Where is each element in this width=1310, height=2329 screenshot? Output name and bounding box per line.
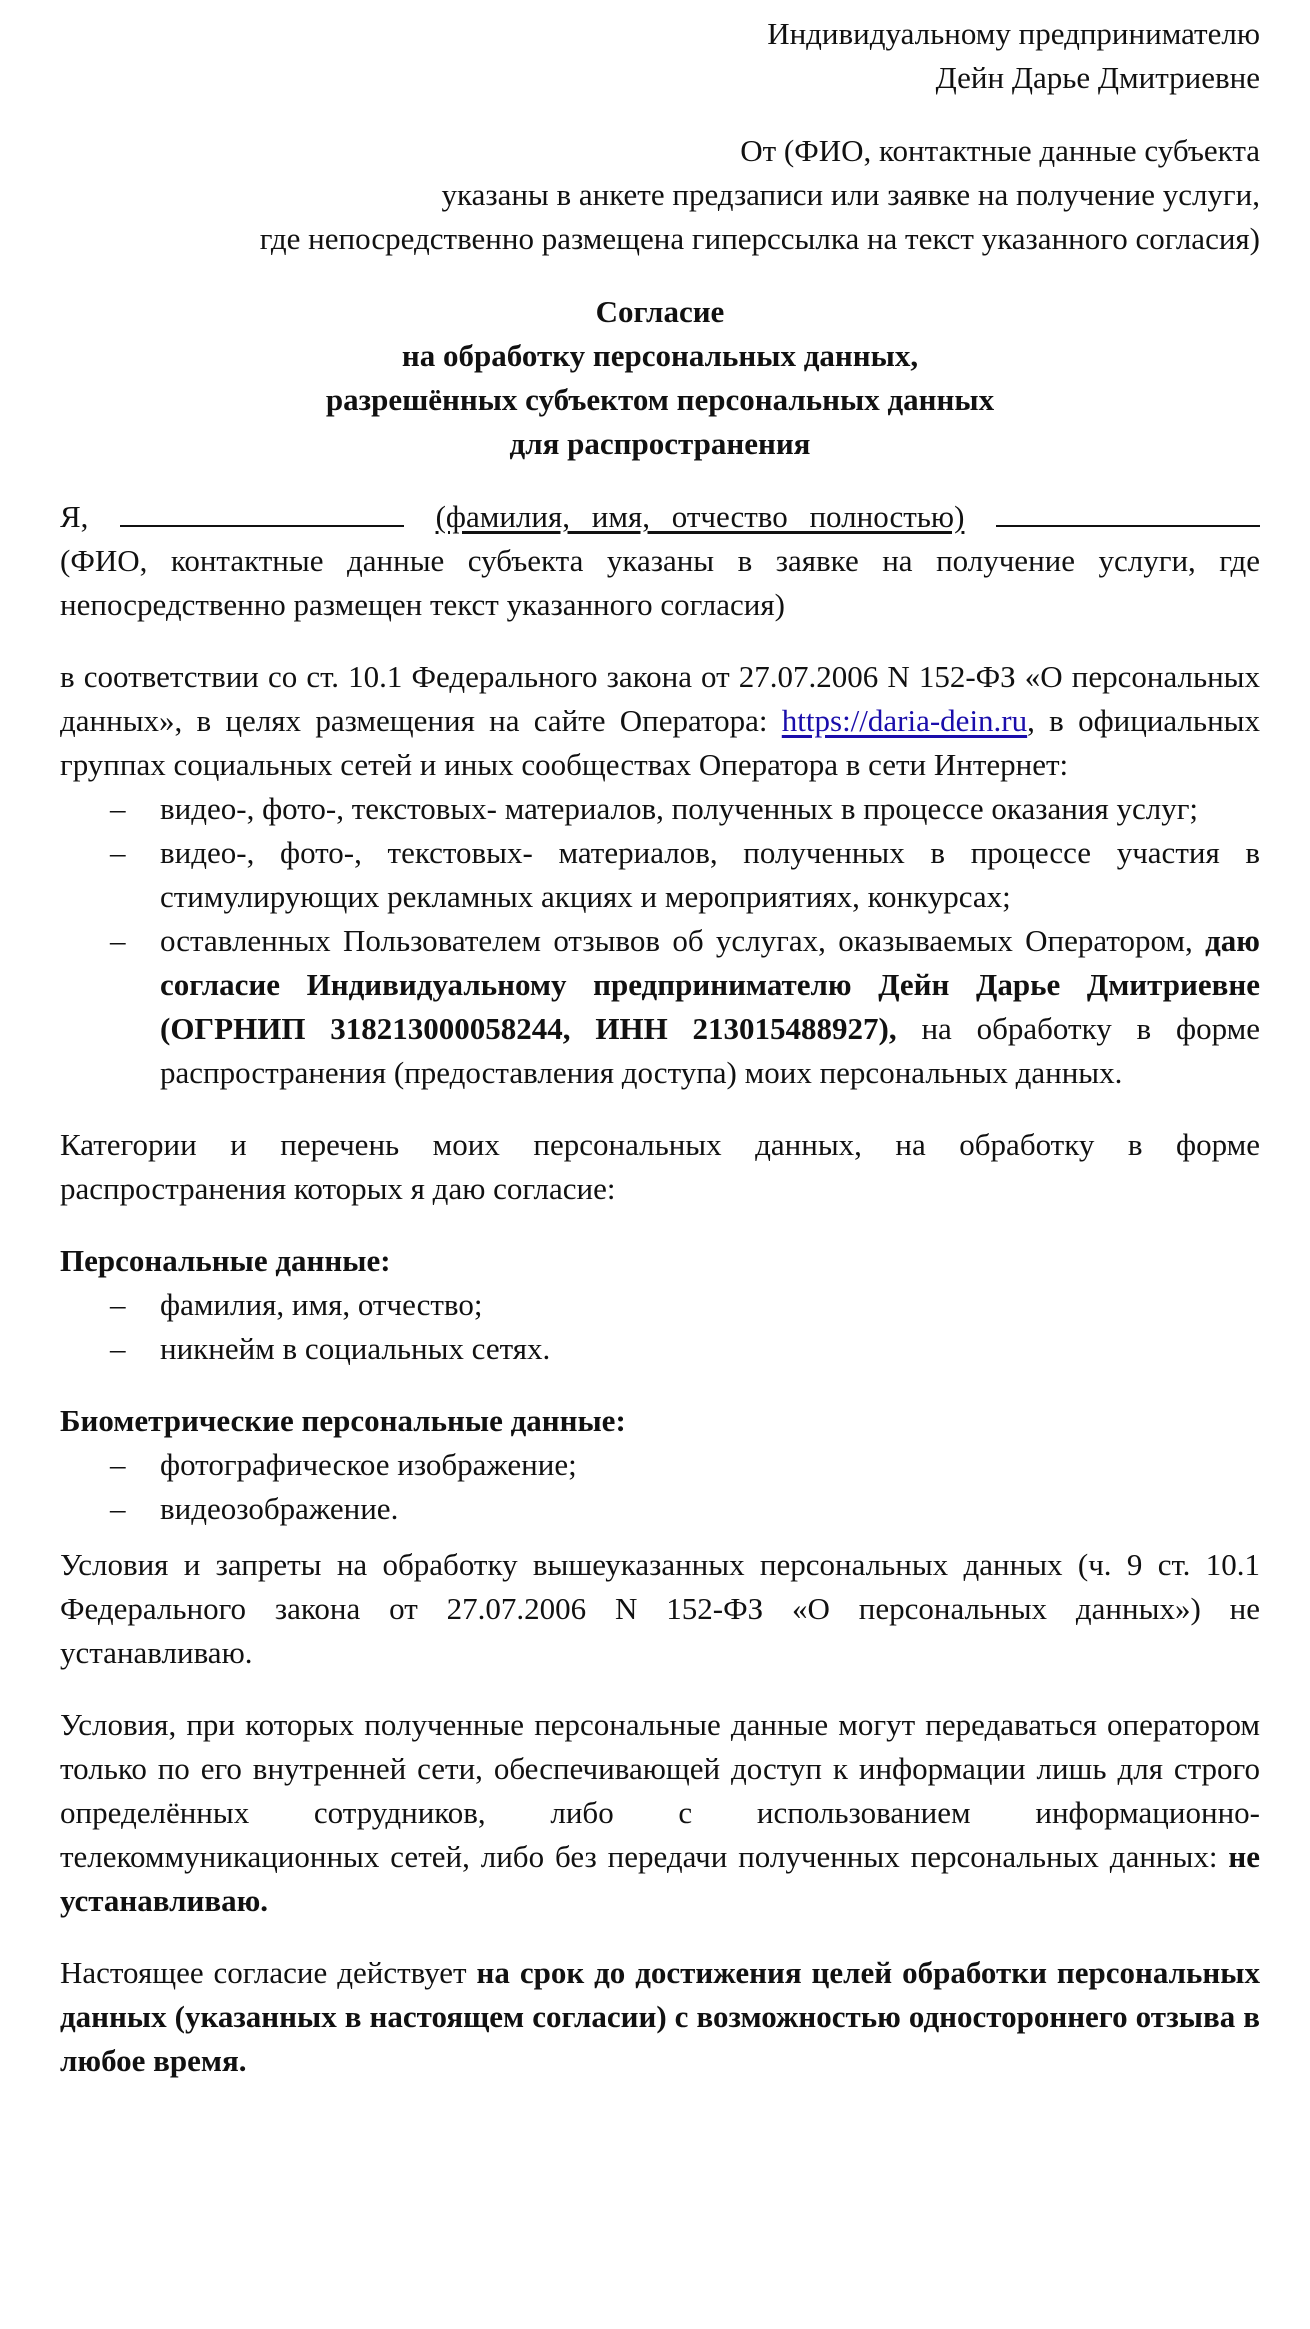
sender-line: указаны в анкете предзаписи или заявке на получение услуги, [441,177,1260,212]
list-item [110,1283,1260,1327]
list-item-text: на обработку в форме распространения (предоставления доступа) моих персональных данных. [160,1011,1260,1090]
biometric-data-heading: Биометрические персональные данные: [60,1403,626,1438]
transfer-answer: не устанавливаю. [60,1839,1260,1918]
list-item [110,831,1260,919]
ya-label: Я, [60,499,89,534]
list-item [110,1443,1260,1487]
dash-bullet: – [110,923,126,958]
list-item-text: видео-, фото-, текстовых- материалов, полученных в процессе участия в стимулирующих рекламных акциях и мероприятиях, конкурсах; [160,835,1260,914]
dash-bullet: – [110,835,126,870]
purpose-text-after: , в официальных группах социальных сетей и иных сообществах Оператора в сети Интернет: [60,703,1260,782]
document-title [60,290,1260,466]
dash-bullet: – [110,1447,126,1482]
name-blank-tail[interactable] [996,495,1260,527]
biometric-data-list [60,1443,1260,1531]
dash-bullet: – [110,1287,126,1322]
dash-bullet: – [110,1491,126,1526]
validity-text: Настоящее согласие действует [60,1955,477,1990]
name-blank[interactable] [120,495,404,527]
purpose-text: в соответствии со ст. 10.1 Федерального закона от 27.07.2006 N 152-ФЗ «О персональных данных», в целях размещения на сайте Оператора: [60,659,1260,738]
addressee-line: Индивидуальному предпринимателю [767,16,1260,51]
list-item [110,1487,1260,1531]
dash-bullet: – [110,1331,126,1366]
sender-line: От (ФИО, контактные данные субъекта [740,133,1260,168]
dash-bullet: – [110,791,126,826]
name-fill-line [60,495,1260,539]
sender-block [60,129,1260,261]
list-item-text: никнейм в социальных сетях. [160,1331,551,1366]
operator-site-link[interactable]: https://daria-dein.ru [781,703,1028,738]
subject-note: (ФИО, контактные данные субъекта указаны в заявке на получение услуги, где непосредственно размещен текст указанного согласия) [60,543,1260,622]
sender-line: где непосредственно размещена гиперссылка на текст указанного согласия) [259,221,1260,256]
categories-intro: Категории и перечень моих персональных данных, на обработку в форме распространения которых я даю согласие: [60,1127,1260,1206]
validity-paragraph [60,1951,1260,2083]
list-item-text: фотографическое изображение; [160,1447,577,1482]
personal-data-list [60,1283,1260,1371]
addressee-block [60,12,1260,100]
title-line: на обработку персональных данных, [401,338,919,373]
list-item [110,787,1260,831]
title-line: разрешённых субъектом персональных данных [325,382,995,417]
list-item-text: видеозображение. [160,1491,399,1526]
subject-block [60,495,1260,627]
conditions-paragraph: Условия и запреты на обработку вышеуказанных персональных данных (ч. 9 ст. 10.1 Федерального закона от 27.07.2006 N 152-ФЗ «О персональных данных») не устанавливаю. [60,1547,1260,1670]
validity-term: на срок до достижения целей обработки персональных данных (указанных в настоящем согласии) с возможностью одностороннего отзыва в любое время. [60,1955,1260,2078]
materials-list [60,787,1260,1095]
list-item-text: видео-, фото-, текстовых- материалов, полученных в процессе оказания услуг; [160,791,1199,826]
name-hint: (фамилия, имя, отчество полностью) [435,499,965,534]
title-line: Согласие [595,294,725,329]
list-item [110,919,1260,1095]
purpose-paragraph [60,655,1260,787]
list-item-text: оставленных Пользователем отзывов об услугах, оказываемых Оператором, [160,923,1206,958]
transfer-paragraph [60,1703,1260,1923]
consent-statement: даю согласие Индивидуальному предпринимателю Дейн Дарье Дмитриевне (ОГРНИП 318213000058244, ИНН 213015488927), [160,923,1260,1046]
addressee-line: Дейн Дарье Дмитриевне [935,60,1260,95]
personal-data-heading: Персональные данные: [60,1243,391,1278]
title-line: для распространения [509,426,811,461]
list-item-text: фамилия, имя, отчество; [160,1287,483,1322]
transfer-text: Условия, при которых полученные персональные данные могут передаваться оператором только по его внутренней сети, обеспечивающей доступ к информации лишь для строго определённых сотрудников, либо с использованием информационно-телекоммуникационных сетей, либо без передачи полученных персональных данных: [60,1707,1260,1874]
list-item [110,1327,1260,1371]
